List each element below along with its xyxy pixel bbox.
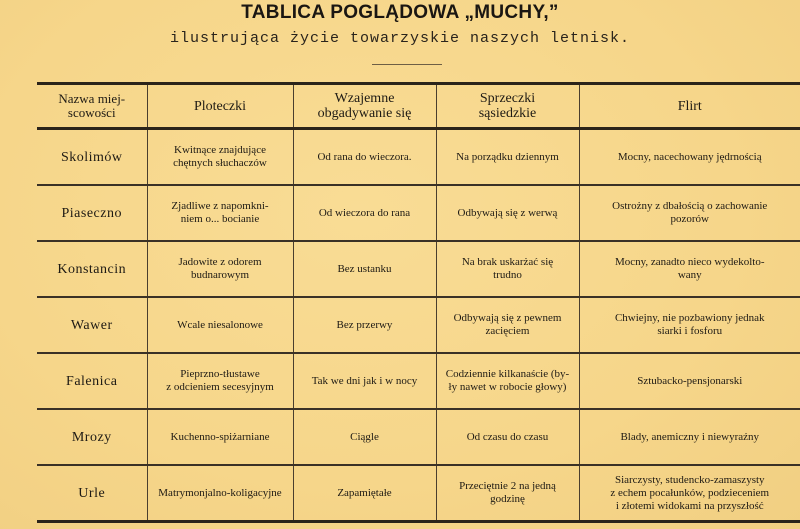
table-row bbox=[37, 129, 800, 186]
header-gossip: Ploteczki bbox=[147, 84, 293, 129]
table-row bbox=[37, 353, 800, 409]
cell-gossip: Matrymonjalno-koligacyjne bbox=[147, 465, 293, 522]
cell-quarrels: Odbywają się z pewnem zacięciem bbox=[436, 297, 579, 353]
cell-place: Piaseczno bbox=[37, 185, 147, 241]
cell-flirt: Mocny, nacechowany jędrnością bbox=[579, 129, 800, 186]
cell-backbiting: Bez ustanku bbox=[293, 241, 436, 297]
table-row bbox=[37, 465, 800, 522]
title-divider bbox=[372, 64, 442, 65]
page-title: TABLICA POGLĄDOWA „MUCHY,” bbox=[241, 2, 559, 23]
cell-place: Wawer bbox=[37, 297, 147, 353]
cell-flirt: Ostrożny z dbałością o zachowanie pozorów bbox=[579, 185, 800, 241]
cell-backbiting: Ciągle bbox=[293, 409, 436, 465]
page-subtitle: ilustrująca życie towarzyskie naszych letnisk. bbox=[169, 30, 631, 47]
cell-place: Mrozy bbox=[37, 409, 147, 465]
cell-flirt: Mocny, zanadto nieco wydekolto- wany bbox=[579, 241, 800, 297]
cell-gossip: Kwitnące znajdujące chętnych słuchaczów bbox=[147, 129, 293, 186]
cell-flirt: Sztubacko-pensjonarski bbox=[579, 353, 800, 409]
cell-backbiting: Zapamiętałe bbox=[293, 465, 436, 522]
cell-flirt: Blady, anemiczny i niewyraźny bbox=[579, 409, 800, 465]
header-flirt: Flirt bbox=[579, 84, 800, 129]
header-place-name: Nazwa miej- scowości bbox=[37, 84, 147, 129]
cell-flirt: Siarczysty, studencko-zamaszysty z echem pocałunków, podzieceniem i złotemi widokami na przyszłość bbox=[579, 465, 800, 522]
cell-quarrels: Na porządku dziennym bbox=[436, 129, 579, 186]
header-quarrels: Sprzeczki sąsiedzkie bbox=[436, 84, 579, 129]
cell-backbiting: Od rana do wieczora. bbox=[293, 129, 436, 186]
cell-gossip: Kuchenno-spiżarniane bbox=[147, 409, 293, 465]
table-header-row bbox=[37, 84, 800, 129]
cell-gossip: Wcale niesalonowe bbox=[147, 297, 293, 353]
header-backbiting: Wzajemne obgadywanie się bbox=[293, 84, 436, 129]
cell-place: Konstancin bbox=[37, 241, 147, 297]
cell-gossip: Pieprzno-tłustawe z odcieniem secesyjnym bbox=[147, 353, 293, 409]
cell-flirt: Chwiejny, nie pozbawiony jednak siarki i fosforu bbox=[579, 297, 800, 353]
cell-quarrels: Na brak uskarżać się trudno bbox=[436, 241, 579, 297]
table-row bbox=[37, 241, 800, 297]
table-row bbox=[37, 297, 800, 353]
cell-gossip: Zjadliwe z napomkni- niem o... bocianie bbox=[147, 185, 293, 241]
table-row bbox=[37, 409, 800, 465]
cell-place: Urle bbox=[37, 465, 147, 522]
table-row bbox=[37, 185, 800, 241]
cell-place: Skolimów bbox=[37, 129, 147, 186]
cell-backbiting: Bez przerwy bbox=[293, 297, 436, 353]
cell-gossip: Jadowite z odorem budnarowym bbox=[147, 241, 293, 297]
cell-backbiting: Od wieczora do rana bbox=[293, 185, 436, 241]
cell-quarrels: Od czasu do czasu bbox=[436, 409, 579, 465]
cell-place: Falenica bbox=[37, 353, 147, 409]
cell-quarrels: Odbywają się z werwą bbox=[436, 185, 579, 241]
comparison-table bbox=[37, 82, 800, 523]
cell-backbiting: Tak we dni jak i w nocy bbox=[293, 353, 436, 409]
cell-quarrels: Codziennie kilkanaście (by- ły nawet w robocie głowy) bbox=[436, 353, 579, 409]
cell-quarrels: Przeciętnie 2 na jedną godzinę bbox=[436, 465, 579, 522]
